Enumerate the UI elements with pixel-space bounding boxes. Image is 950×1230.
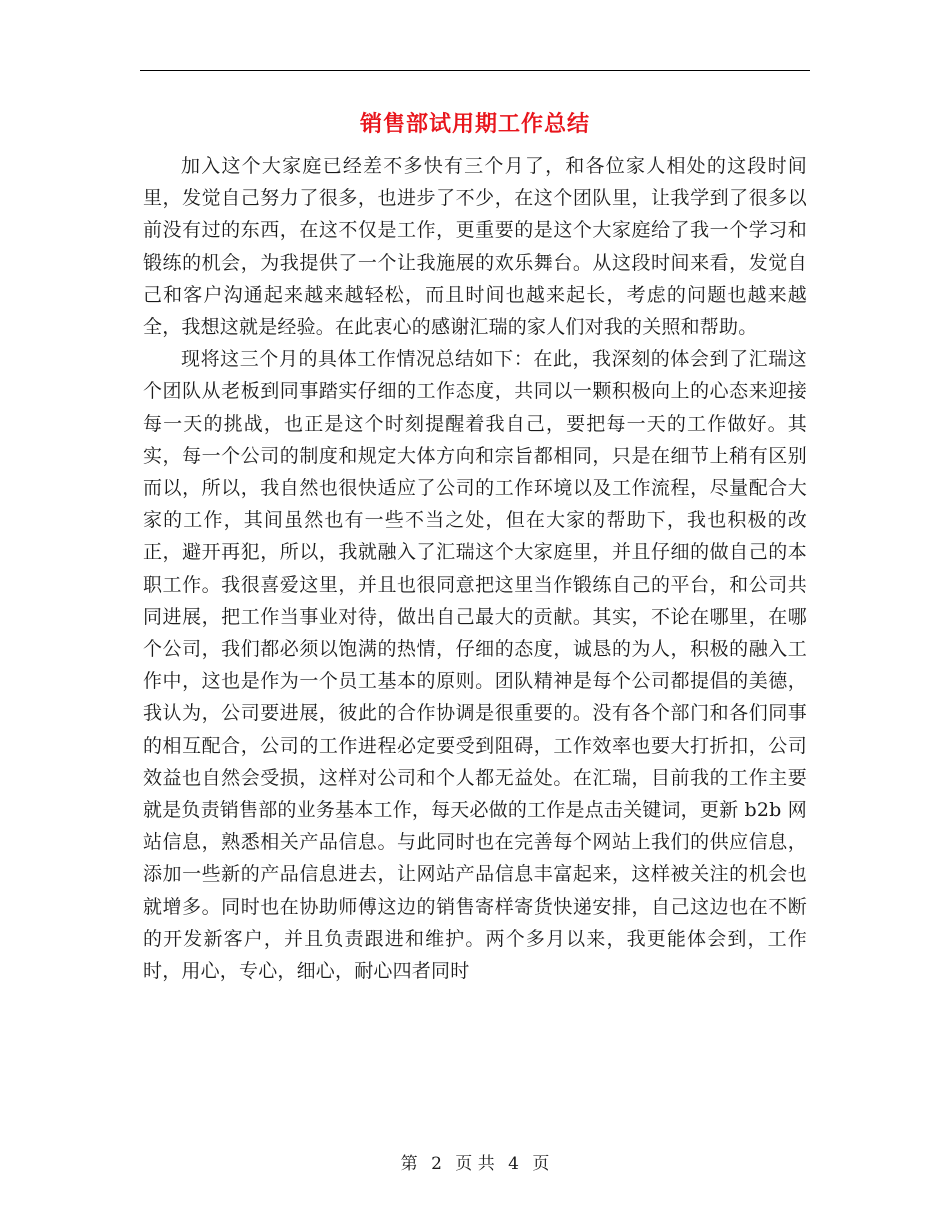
page-footer	[0, 1152, 950, 1176]
header-rule	[140, 70, 810, 71]
footer-total-pages: 4	[508, 1154, 519, 1174]
paragraph-2: 现将这三个月的具体工作情况总结如下：在此，我深刻的体会到了汇瑞这个团队从老板到同事踏实仔细的工作态度，共同以一颗积极向上的心态来迎接每一天的挑战，也正是这个时刻提醒着我自己，要把每一天的工作做好。其实，每一个公司的制度和规定大体方向和宗旨都相同，只是在细节上稍有区别而以，所以，我自然也很快适应了公司的工作环境以及工作流程，尽量配合大家的工作，其间虽然也有一些不当之处，但在大家的帮助下，我也积极的改正，避开再犯，所以，我就融入了汇瑞这个大家庭里，并且仔细的做自己的本职工作。我很喜爱这里，并且也很同意把这里当作锻练自己的平台，和公司共同进展，把工作当事业对待，做出自己最大的贡献。其实，不论在哪里，在哪个公司，我们都必须以饱满的热情，仔细的态度，诚恳的为人，积极的融入工作中，这也是作为一个员工基本的原则。团队精神是每个公司都提倡的美德，我认为，公司要进展，彼此的合作协调是很重要的。没有各个部门和各们同事的相互配合，公司的工作进程必定要受到阻碍，工作效率也要大打折扣，公司效益也自然会受损，这样对公司和个人都无益处。在汇瑞，目前我的工作主要就是负责销售部的业务基本工作，每天必做的工作是点击关键词，更新 b2b 网站信息，熟悉相关产品信息。与此同时也在完善每个网站上我们的供应信息，添加一些新的产品信息进去，让网站产品信息丰富起来，这样被关注的机会也就增多。同时也在协助师傅这边的销售寄样寄货快递安排，自己这边也在不断的开发新客户，并且负责跟进和维护。两个多月以来，我更能体会到，工作时，用心，专心，细心，耐心四者同时	[143, 348, 807, 983]
document-title: 销售部试用期工作总结	[359, 112, 590, 137]
footer-page-suffix: 页	[532, 1154, 550, 1174]
paragraph-1: 加入这个大家庭已经差不多快有三个月了，和各位家人相处的这段时间里，发觉自己努力了很多，也进步了不少，在这个团队里，让我学到了很多以前没有过的东西，在这不仅是工作，更重要的是这个大家庭给了我一个学习和锻练的机会，为我提供了一个让我施展的欢乐舞台。从这段时间来看，发觉自己和客户沟通起来越来越轻松，而且时间也越来起长，考虑的问题也越来越全，我想这就是经验。在此衷心的感谢汇瑞的家人们对我的关照和帮助。	[143, 155, 807, 339]
footer-page-prefix: 第	[400, 1154, 418, 1174]
footer-page-number: 2	[431, 1154, 442, 1174]
document-body	[143, 150, 807, 987]
footer-page-mid: 页 共	[455, 1154, 495, 1174]
